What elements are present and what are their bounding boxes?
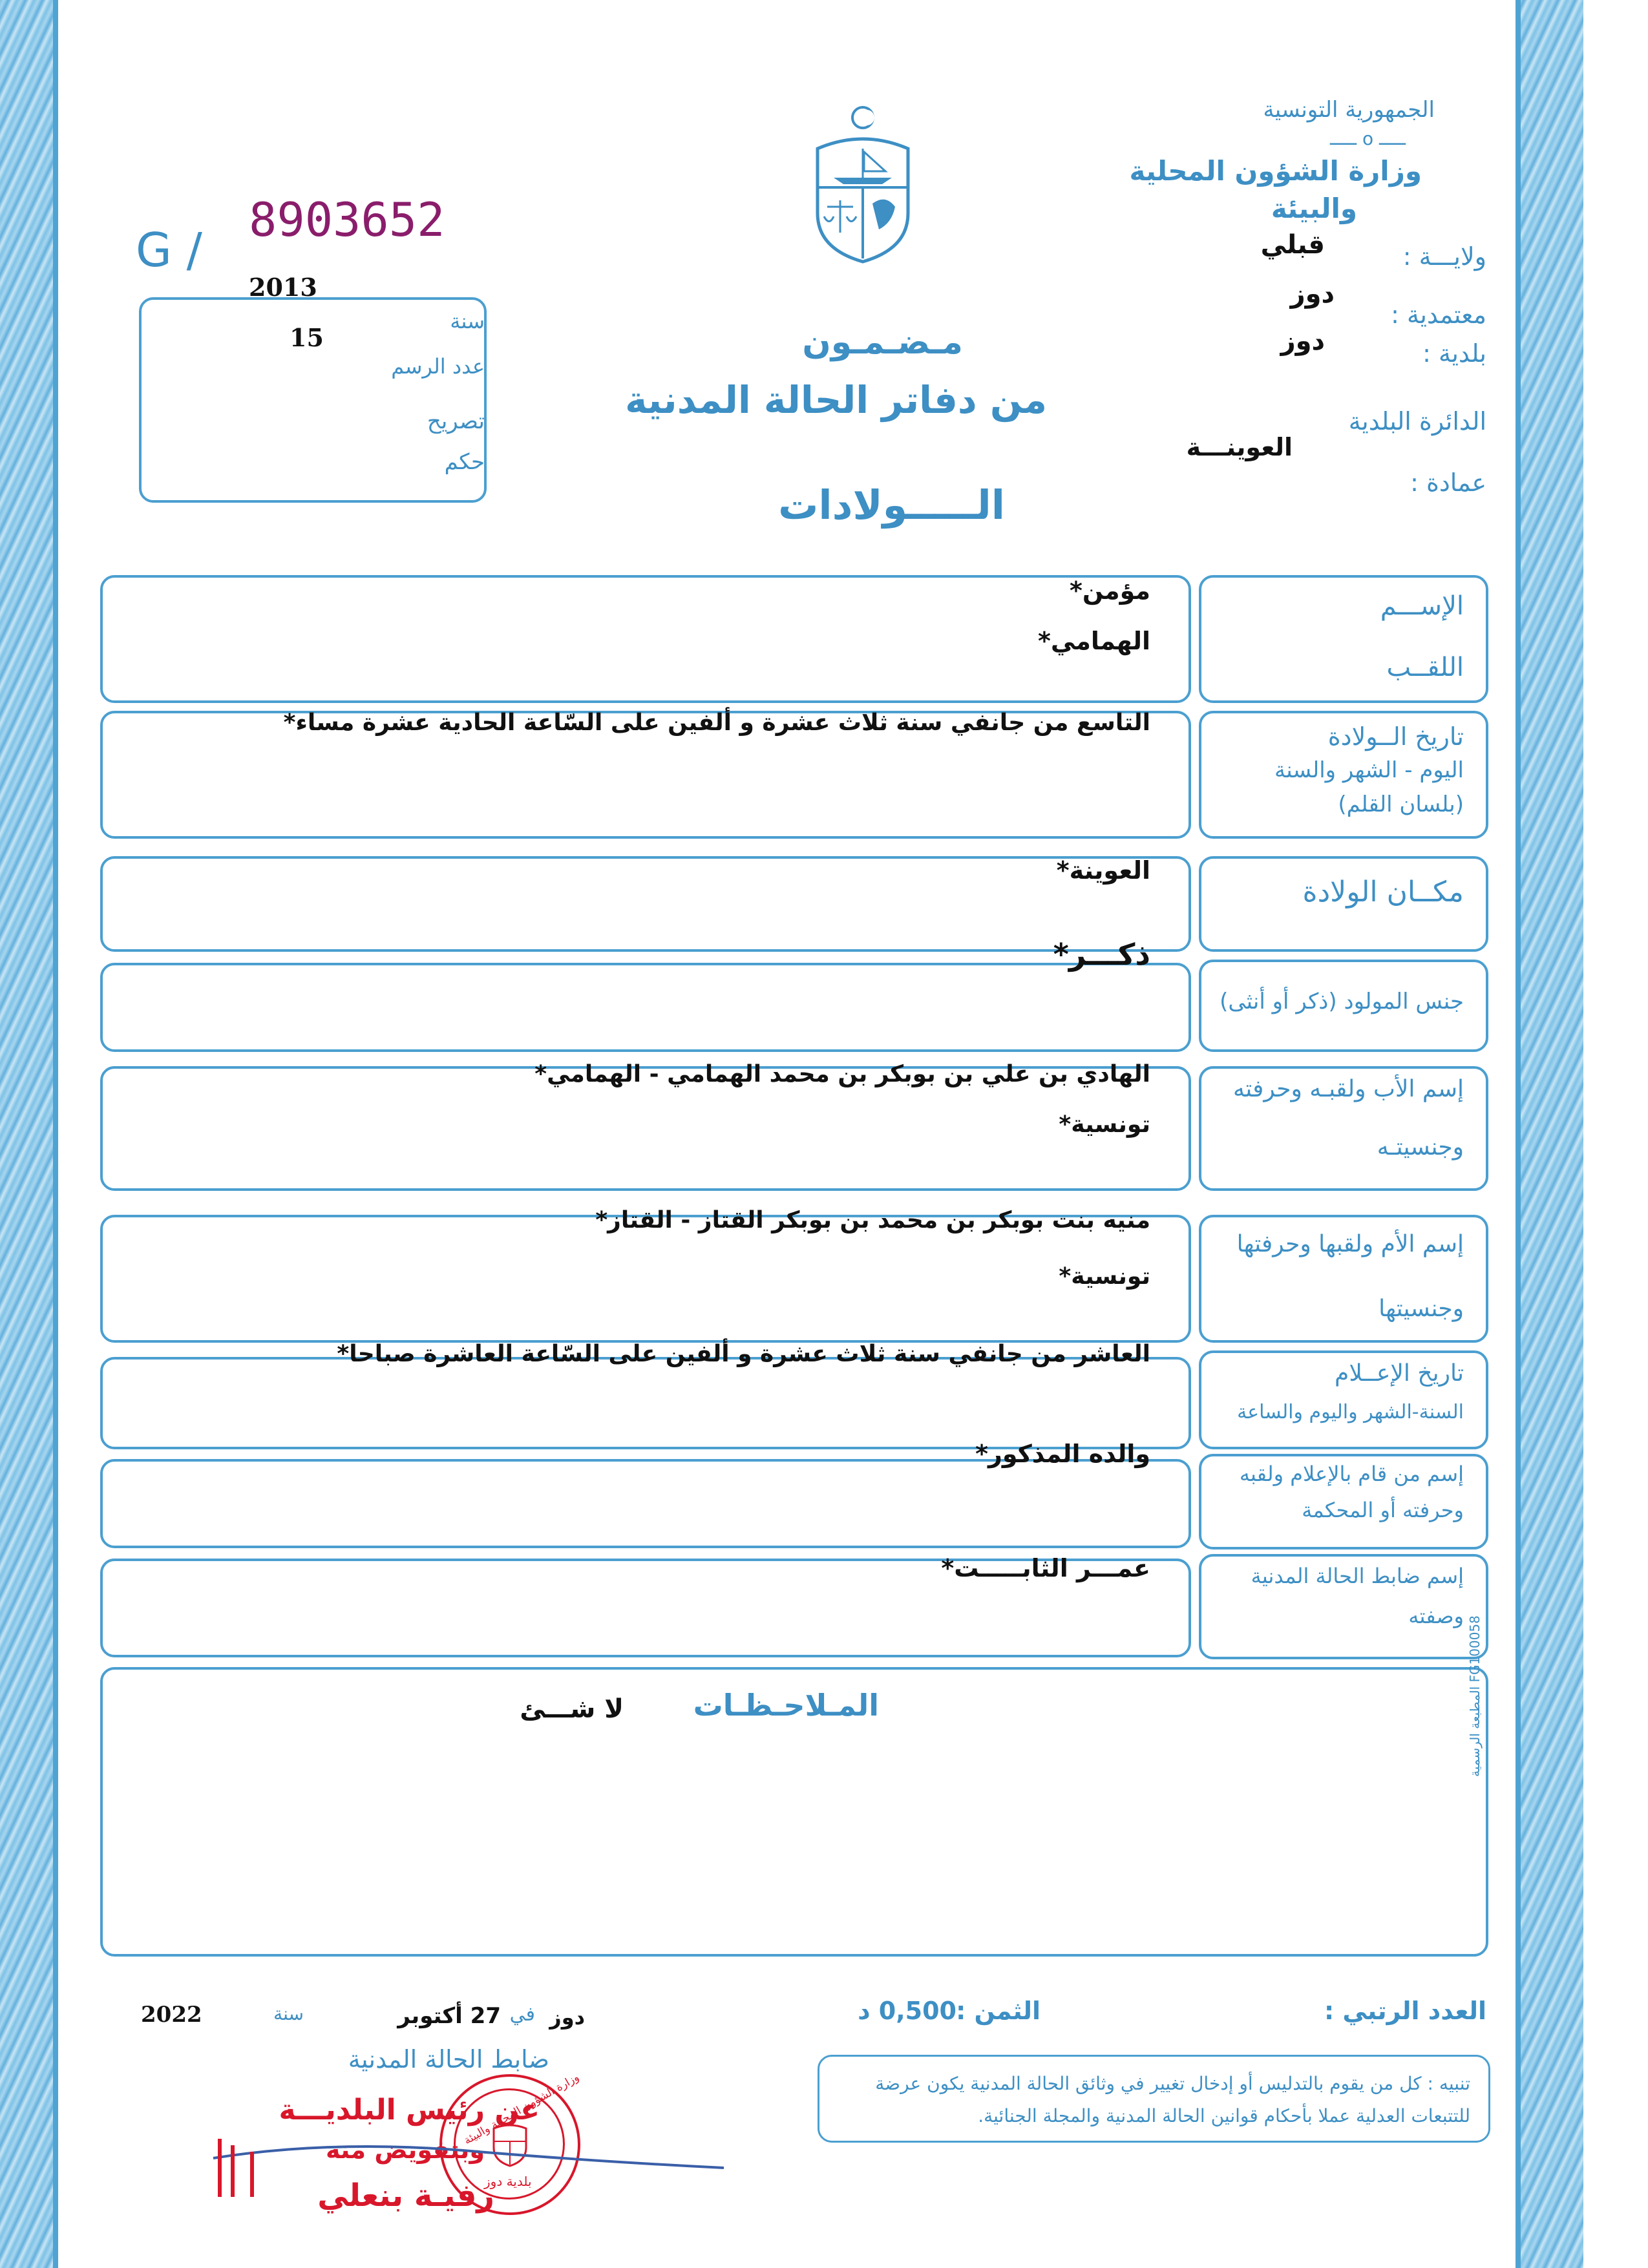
title-line3: الـــــولادات (778, 481, 1005, 529)
footer-serial-label: العدد الرتبي : (1324, 1997, 1486, 2025)
field-label-line: جنس المولود (ذكر أو أنثى) (1220, 989, 1464, 1014)
field-label-line: الإســـم (1380, 591, 1464, 621)
value-box (100, 963, 1191, 1052)
seal-inner-text: بلدية دوز (484, 2174, 532, 2189)
footer-year-label: سنة (273, 2003, 304, 2024)
remarks-label: المـلاحـظـات (693, 1688, 879, 1723)
footer-in-word: في (509, 2003, 535, 2026)
field-value-line: عمـــر الثابـــــت* (941, 1554, 1150, 1582)
field-value-line: منيه بنت بوبكر بن محمد بن بوبكر القتاز - القتاز* (595, 1207, 1150, 1234)
field-label-line: وجنسيتـه (1377, 1134, 1464, 1160)
footer-year-value: 2022 (141, 2002, 202, 2028)
imada-label: عمادة : (1410, 468, 1486, 497)
field-value-line: العاشر من جانفي سنة ثلاث عشرة و ألفين على السّاعة العاشرة صباحا* (337, 1341, 1150, 1367)
field-label-line: إسم ضابط الحالة المدنية (1251, 1564, 1464, 1588)
field-label-line: إسم الأم ولقبها وحرفتها (1236, 1231, 1464, 1257)
field-value-line: ذكـــر* (1053, 937, 1150, 972)
field-label-line: وجنسيتها (1379, 1296, 1464, 1322)
record-number-value: 15 (290, 323, 324, 352)
decorative-right-border (1516, 0, 1583, 2268)
field-value-line: والده المذكور* (975, 1440, 1150, 1468)
republic-text: الجمهورية التونسية (1263, 97, 1435, 123)
value-box (100, 856, 1191, 952)
footer-officer-title: ضابط الحالة المدنية (348, 2045, 549, 2074)
baladiya-value: دوز (1280, 326, 1325, 356)
field-value-line: مؤمن* (1070, 576, 1150, 605)
field-label-line: اليوم - الشهر والسنة (1274, 757, 1464, 783)
mootamadiya-value: دوز (1290, 279, 1335, 309)
field-value-line: تونسية* (1059, 1111, 1150, 1138)
field-value-line: تونسية* (1059, 1263, 1150, 1290)
signature-stroke (207, 2113, 737, 2203)
footer-price-value: 0,500 د (858, 1997, 956, 2025)
field-label-line: تاريخ الــولادة (1327, 722, 1464, 751)
remarks-value: لا شـــئ (520, 1694, 624, 1724)
daira-label: الدائرة البلدية (1348, 407, 1486, 436)
footer-place: دوز (549, 2005, 585, 2030)
declaration-label: تصريح (427, 408, 485, 434)
footer-price-label: الثمن : (956, 1997, 1041, 2025)
field-label-line: وحرفته أو المحكمة (1302, 1498, 1464, 1522)
decorative-left-border (0, 0, 58, 2268)
warning-notice-line2: للتتبعات العدلية عملا بأحكام قوانين الحالة المدنية والمجلة الجنائية. (978, 2105, 1470, 2126)
wilaya-label: ولايـــة : (1402, 242, 1486, 271)
field-label-line: إسم من قام بالإعلام ولقبه (1239, 1462, 1464, 1486)
warning-notice-box (818, 2055, 1490, 2143)
record-number-label: عدد الرسم (391, 354, 485, 379)
baladiya-label: بلدية : (1422, 339, 1486, 368)
stamp-line1: عن رئيس البلديـــة (279, 2094, 540, 2126)
seal-outer-text: وزارة الشؤون المحلية والبيئة (461, 2070, 582, 2148)
field-label-line: مكــان الولادة (1302, 876, 1464, 908)
registration-year-value: 2013 (249, 273, 317, 302)
field-label-line: تاريخ الإعــلام (1335, 1360, 1464, 1387)
stamp-line2: وبتفويض منه (326, 2136, 485, 2164)
field-label-line: اللقــب (1386, 653, 1464, 682)
ministry-line2: والبيئة (1271, 193, 1357, 224)
field-value-line: العوينة* (1056, 856, 1150, 885)
value-box (100, 1357, 1191, 1449)
value-box (100, 575, 1191, 703)
daira-value: العوينـــة (1186, 433, 1293, 461)
title-line2: من دفاتر الحالة المدنية (625, 378, 1047, 422)
warning-notice-line1: تنبيه : كل من يقوم بالتدليس أو إدخال تغيير في وثائق الحالة المدنية يكون عرضة (875, 2073, 1470, 2094)
wilaya-value: قبلي (1260, 230, 1325, 260)
footer-date: 27 أكتوبر (397, 2003, 501, 2029)
judgment-label: حكم (444, 449, 485, 475)
field-label-line: (بلسان القلم) (1338, 792, 1464, 817)
mootamadiya-label: معتمدية : (1391, 300, 1486, 329)
field-label-line: إسم الأب ولقبـه وحرفته (1232, 1076, 1464, 1102)
field-label-line: وصفته (1408, 1604, 1464, 1628)
value-box (100, 1215, 1191, 1343)
serial-number: 8903652 (249, 193, 445, 247)
header-separator: ـــــ o ـــــ (1330, 128, 1406, 149)
field-label-line: السنة-الشهر واليوم والساعة (1237, 1401, 1464, 1423)
stamp-line3: رفيـة بنعلي (317, 2178, 494, 2214)
field-value-line: الهادي بن علي بن بوبكر بن محمد الهمامي - الهمامي* (534, 1061, 1150, 1087)
title-line1: مـضـمـون (802, 323, 963, 362)
value-box (100, 1459, 1191, 1548)
registration-year-label: سنة (450, 309, 485, 333)
serial-prefix: G / (136, 223, 202, 277)
ministry-line1: وزارة الشؤون المحلية (1129, 155, 1422, 187)
printer-code: المطبعة الرسمية FG100058 (1467, 1615, 1483, 1777)
field-value-line: الهمامي* (1038, 627, 1150, 655)
tunisia-coat-of-arms-icon (805, 103, 921, 265)
field-value-line: التاسع من جانفي سنة ثلاث عشرة و ألفين على السّاعة الحادية عشرة مساء* (283, 709, 1150, 736)
